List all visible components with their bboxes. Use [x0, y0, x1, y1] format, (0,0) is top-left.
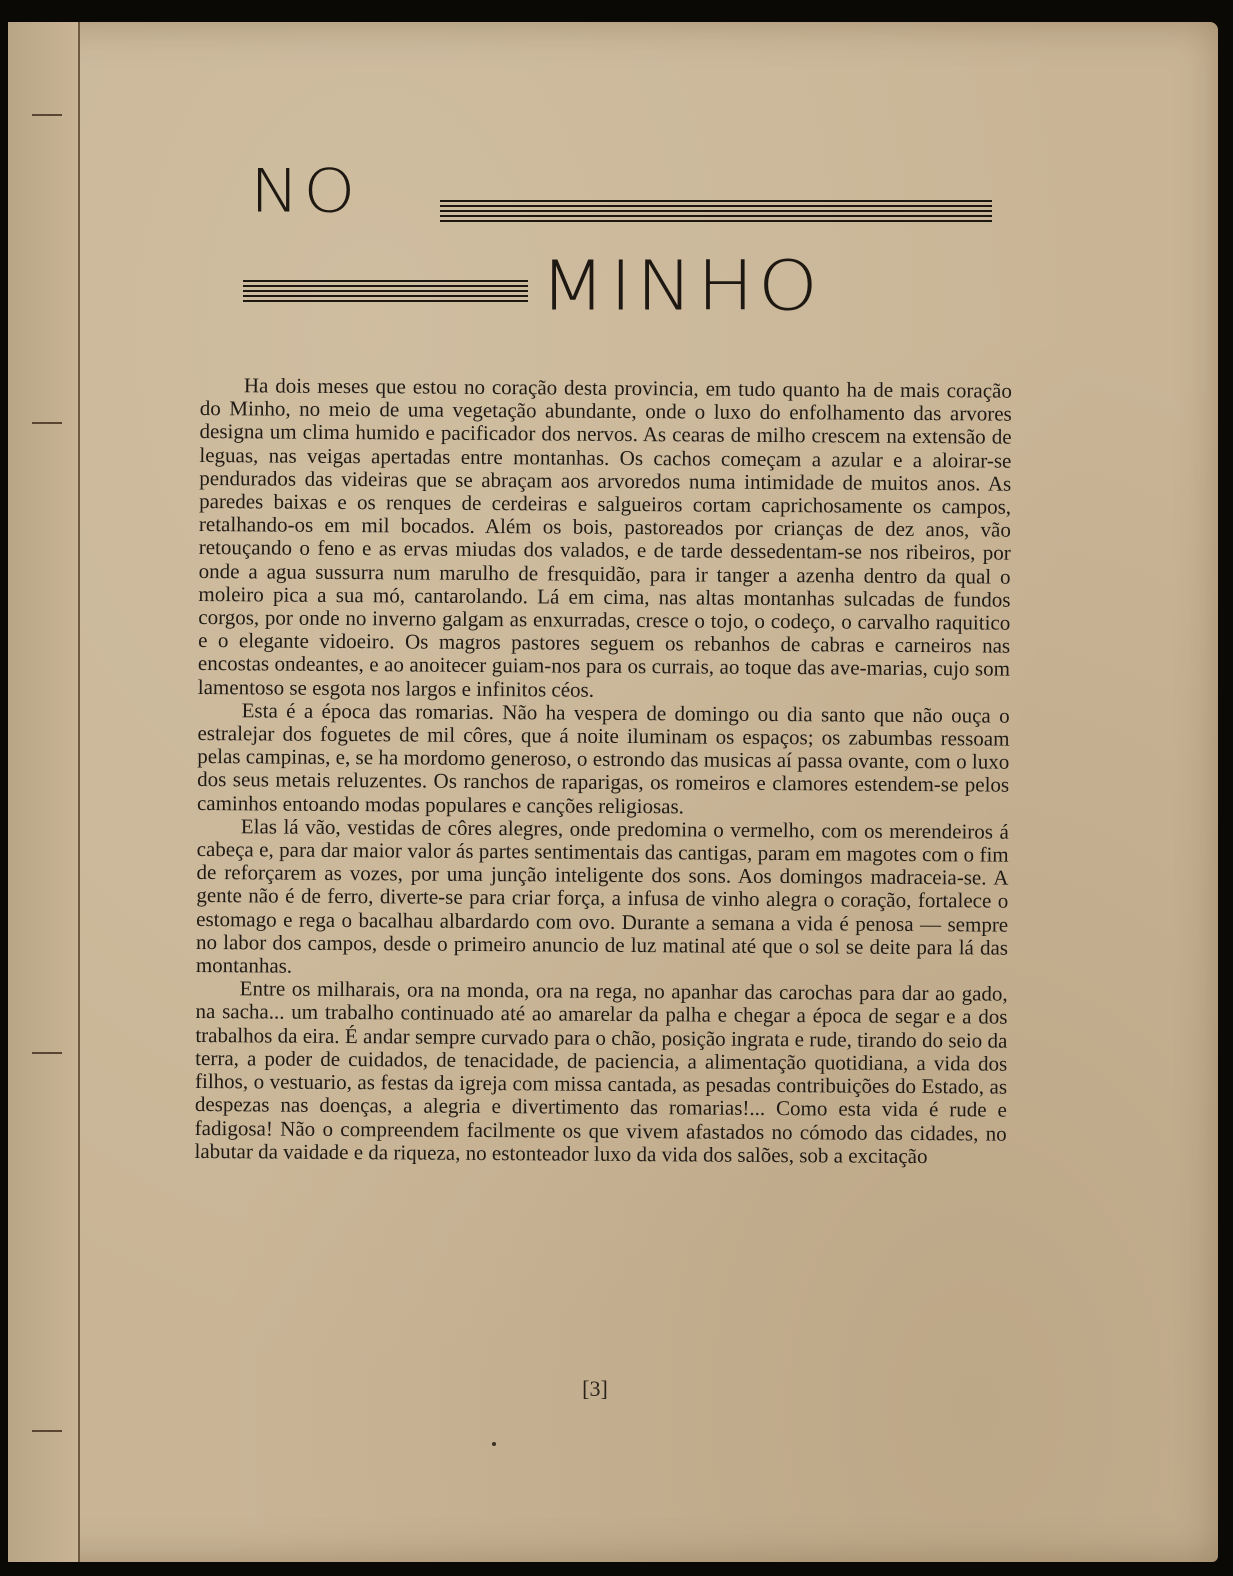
title-word-minho: MINHO [540, 245, 822, 326]
binding-stitch [32, 422, 62, 424]
paragraph: Esta é a época das romarias. Não ha vespera de domingo ou dia santo que não ouça o estralejar dos foguetes de mil côres, que á noite iluminam os espaços; os zabumbas ressoam pelas campinas, e, se ha mordomo generoso, o estrondo das musicas aí passa ovante, com o luxo dos seus metais reluzentes. Os ranchos de raparigas, os romeiros e clamores estendem-se pelos caminhos entoando modas populares e canções religiosas. [196, 698, 1010, 819]
title-rule-upper [440, 200, 992, 225]
paragraph: Elas lá vão, vestidas de côres alegres, onde predomina o vermelho, com os merendeiros á cabeça e, para dar maior valor ás partes sentimentais das cantigas, param em magotes com o fim de reforçarem as vozes, por uma junção inteligente dos sons. Aos domingos madraceia-se. A gente não é de ferro, diverte-se para criar força, a infusa de vinho alegra o coração, fortalece o estomago e rega o bacalhau albardardo com ovo. Durante a semana a vida é penosa — sempre no labor dos campos, desde o primeiro anuncio de luz matinal até que o sol se deite para lá das montanhas. [195, 814, 1009, 978]
ink-speck [492, 1442, 496, 1446]
title-word-no: NO [250, 156, 360, 226]
binding-stitch [32, 1052, 62, 1054]
binding-stitch [32, 114, 62, 116]
page-number: [3] [582, 1376, 608, 1401]
paragraph: Ha dois meses que estou no coração desta provincia, em tudo quanto ha de mais coração do Minho, no meio de uma vegetação abundante, onde o luxo do enfolhamento das arvores designa um clima humido e pacificador dos nervos. As cearas de milho crescem na extensão de leguas, nas veigas apertadas entre montanhas. Os cachos começam a azular e a aloirar-se pendurados das videiras que se abraçam aos arvoredos numa intimidade de muitos anos. As paredes baixas e os renques de cerdeiras e salgueiros cortam caprichosamente os campos, retalhando-os em mil bocados. Além os bois, pastoreados por crianças de dez anos, vão retouçando o feno e as ervas miudas dos valados, e de tarde dessedentam-se nos ribeiros, por onde a agua sussurra num marulho de fresquidão, para ir tanger a azenha dentro da qual o moleiro pica a sua mó, cantarolando. Lá em cima, nas altas montanhas sulcadas de fundos corgos, por onde no inverno galgam as enxurradas, cresce o tojo, o codeço, o carvalho raquitico e o elegante vidoeiro. Os magros pastores seguem os rebanhos de cabras e carneiros nas encostas ondeantes, e ao anoitecer guiam-nos para os currais, ao toque das ave-marias, cujo som lamentoso se esgota nos largos e infinitos céos. [197, 373, 1012, 702]
binding-stitch [32, 1430, 62, 1432]
binding-margin [8, 22, 80, 1562]
article-body [194, 374, 1011, 1169]
paragraph: Entre os milharais, ora na monda, ora na rega, no apanhar das carochas para dar ao gado, na sacha... um trabalho continuado até ao amarelar da palha e chegar a época de segar e a dos trabalhos da eira. É andar sempre curvado para o chão, posição ingrata e rude, tirando do seio da terra, a poder de cuidados, de tenacidade, de paciencia, a alimentação quotidiana, a vida dos filhos, o vestuario, as festas da igreja com missa cantada, as pesadas contribuições do Estado, as despezas nas doenças, a alegria e divertimento das romarias!... Como esta vida é rude e fadigosa! Não o compreendem facilmente os que vivem afastados no cómodo das cidades, no labutar da vaidade e da riqueza, no estonteador luxo da vida dos salões, sob a excitação [194, 976, 1008, 1168]
title-rule-lower [243, 280, 528, 305]
